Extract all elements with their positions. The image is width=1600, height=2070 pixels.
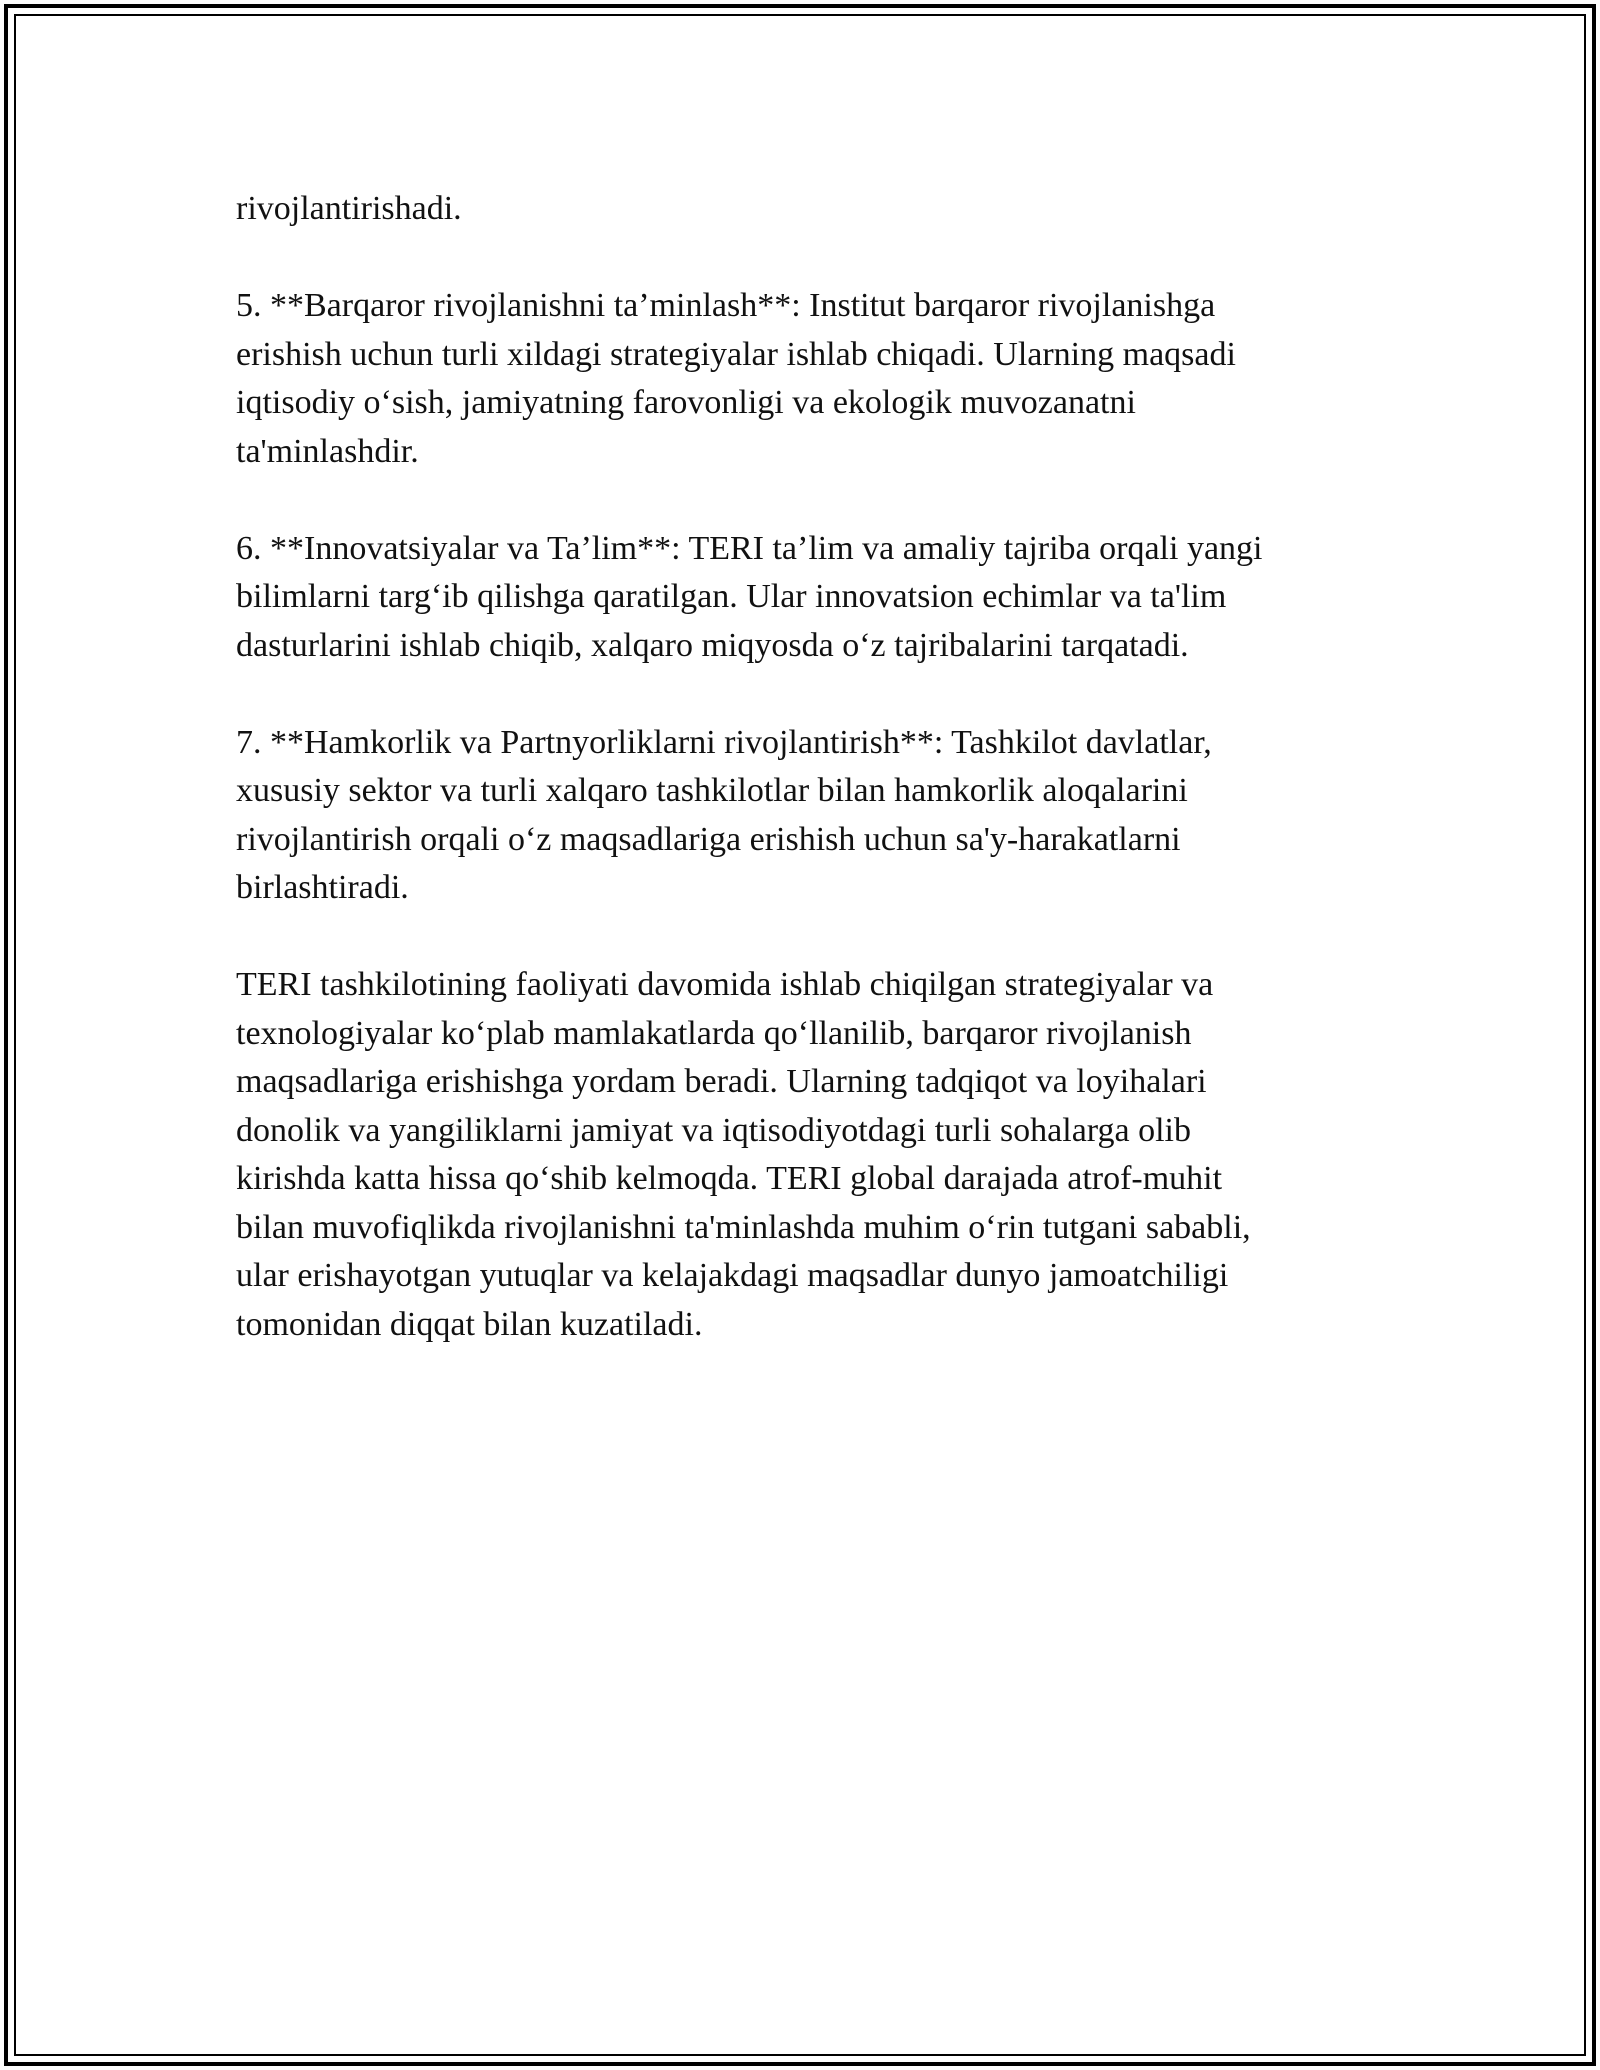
- paragraph-continuation: rivojlantirishadi.: [236, 190, 462, 227]
- paragraph-summary: TERI tashkilotining faoliyati davomida ishlab chiqilgan strategiyalar va texnologiyalar ko‘plab mamlakatlarda qo‘llanilib, barqaror rivojlanish maqsadlariga erishishga yordam beradi. Ularning tadqiqot va loyihalari donolik va yangiliklarni jamiyat va iqtisodiyotdagi turli sohalarga olib kirishda katta hissa qo‘shib kelmoqda. TERI global darajada atrof-muhit bilan muvofiqlikda rivojlanishni ta'minlashda muhim o‘rin tutgani sababli, ular erishayotgan yutuqlar va kelajakdagi maqsadlar dunyo jamoatchiligi tomonidan diqqat bilan kuzatiladi.: [236, 966, 1251, 1343]
- document-body: [236, 185, 1366, 1349]
- paragraph-item-5: 5. **Barqaror rivojlanishni ta’minlash**: Institut barqaror rivojlanishga erishish uchun turli xildagi strategiyalar ishlab chiqadi. Ularning maqsadi iqtisodiy o‘sish, jamiyatning farovonligi va ekologik muvozanatni ta'minlashdir.: [236, 287, 1236, 470]
- paragraph-item-7: 7. **Hamkorlik va Partnyorliklarni rivojlantirish**: Tashkilot davlatlar, xususiy sektor va turli xalqaro tashkilotlar bilan hamkorlik aloqalarini rivojlantirish orqali o‘z maqsadlariga erishish uchun sa'y-harakatlarni birlashtiradi.: [236, 723, 1212, 906]
- paragraph-item-6: 6. **Innovatsiyalar va Ta’lim**: TERI ta’lim va amaliy tajriba orqali yangi bilimlarni targ‘ib qilishga qaratilgan. Ular innovatsion echimlar va ta'lim dasturlarini ishlab chiqib, xalqaro miqyosda o‘z tajribalarini tarqatadi.: [236, 529, 1263, 664]
